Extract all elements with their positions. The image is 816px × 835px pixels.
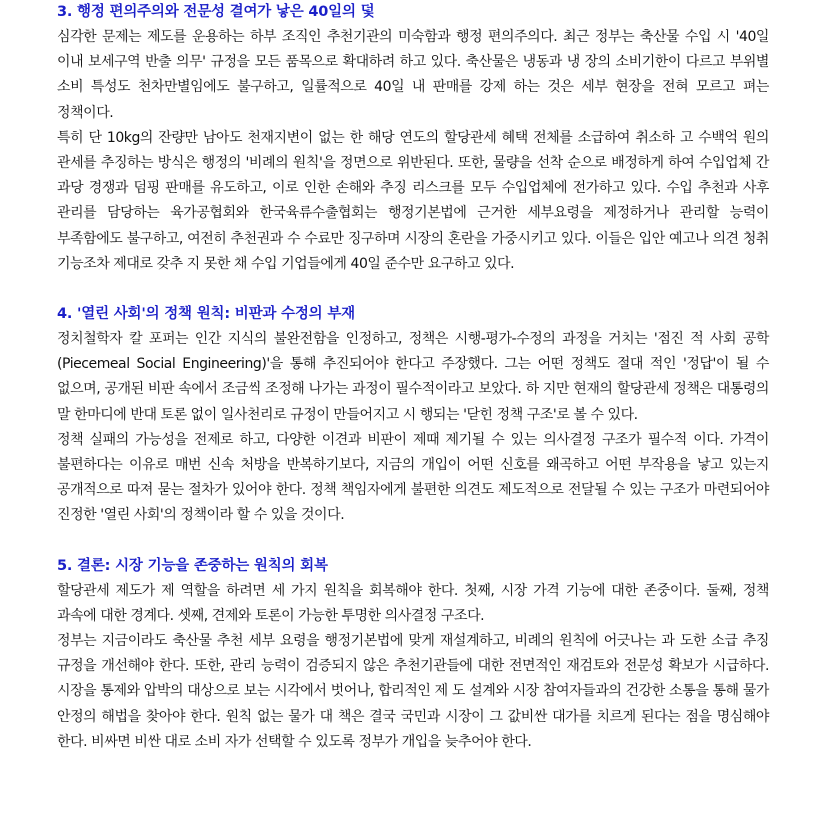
section-spacer [57,277,769,302]
section-4 [57,302,769,529]
paragraph: 심각한 문제는 제도를 운용하는 하부 조직인 추천기관의 미숙함과 행정 편의주의다. 최근 정부는 축산물 수입 시 '40일 이내 보세구역 반출 의무' 규정을 모든 품목으로 확대하려 하고 있다. 축산물은 냉동과 냉 장의 소비기한이 다르고 부위별 소비 특성도 천차만별임에도 불구하고, 일률적으로 40일 내 판매를 강제 하는 것은 세부 현장을 전혀 모르고 펴는 정책이다. [57,29,769,121]
document-body [57,0,769,755]
section-heading: 3. 행정 편의주의와 전문성 결여가 낳은 40일의 덫 [57,4,375,20]
section-spacer [57,529,769,554]
paragraph: 정부는 지금이라도 축산물 추천 세부 요령을 행정기본법에 맞게 재설계하고, 비례의 원칙에 어긋나는 과 도한 소급 추징 규정을 개선해야 한다. 또한, 관리 능력이 검증되지 않은 추천기관들에 대한 전면적인 재검토와 전문성 확보가 시급하다. 시장을 통제와 압박의 대상으로 보는 시각에서 벗어나, 합리적인 제 도 설계와 시장 참여자들과의 건강한 소통을 통해 물가 안정의 해법을 찾아야 한다. 원칙 없는 물가 대 책은 결국 국민과 시장이 그 값비싼 대가를 치르게 된다는 점을 명심해야 한다. 비싸면 비싼 대로 소비 자가 선택할 수 있도록 정부가 개입을 늦추어야 한다. [57,633,769,750]
paragraph: 정책 실패의 가능성을 전제로 하고, 다양한 이견과 비판이 제때 제기될 수 있는 의사결정 구조가 필수적 이다. 가격이 불편하다는 이유로 매번 신속 처방을 반복하기보다, 지금의 개입이 어떤 신호를 왜곡하고 어떤 부작용을 낳고 있는지 공개적으로 따져 묻는 절차가 있어야 한다. 정책 책임자에게 불편한 의견도 제도적으로 전달될 수 있는 구조가 마련되어야 진정한 '열린 사회'의 정책이라 할 수 있을 것이다. [57,431,769,524]
paragraph: 할당관세 제도가 제 역할을 하려면 세 가지 원칙을 회복해야 한다. 첫째, 시장 가격 기능에 대한 존중이다. 둘째, 정책 과속에 대한 경계다. 셋째, 견제와 토론이 가능한 투명한 의사결정 구조다. [57,582,769,624]
section-5 [57,554,769,755]
paragraph: 특히 단 10kg의 잔량만 남아도 천재지변이 없는 한 해당 연도의 할당관세 혜택 전체를 소급하여 취소하 고 수백억 원의 관세를 추징하는 방식은 행정의 '비례의 원칙'을 정면으로 위반된다. 또한, 물량을 선착 순으로 배정하게 하여 수입업체 간 과당 경쟁과 덤핑 판매를 유도하고, 이로 인한 손해와 추징 리스크를 모두 수입업체에 전가하고 있다. 수입 추천과 사후 관리를 담당하는 육가공협회와 한국육류수출협회는 행정기본법에 근거한 세부요령을 제정하거나 관리할 능력이 부족함에도 불구하고, 여전히 추천권과 수 수료만 징구하며 시장의 혼란을 가중시키고 있다. 이들은 입안 예고나 의견 청취 기능조차 제대로 갖추 지 못한 채 수입 기업들에게 40일 준수만 요구하고 있다. [57,129,769,272]
section-heading: 5. 결론: 시장 기능을 존중하는 원칙의 회복 [57,557,328,574]
section-3 [57,0,769,277]
paragraph: 정치철학자 칼 포퍼는 인간 지식의 불완전함을 인정하고, 정책은 시행-평가-수정의 과정을 거치는 '점진 적 사회 공학(Piecemeal Social Engineering)'을 통해 추진되어야 한다고 주장했다. 그는 어떤 정책도 절대 적인 '정답'이 될 수 없으며, 공개된 비판 속에서 조금씩 조정해 나가는 과정이 필수적이라고 보았다. 하 지만 현재의 할당관세 정책은 대통령의 말 한마디에 반대 토론 없이 일사천리로 규정이 만들어지고 시 행되는 '닫힌 정책 구조'로 볼 수 있다. [57,331,769,423]
section-heading: 4. '열린 사회'의 정책 원칙: 비판과 수정의 부재 [57,306,355,323]
